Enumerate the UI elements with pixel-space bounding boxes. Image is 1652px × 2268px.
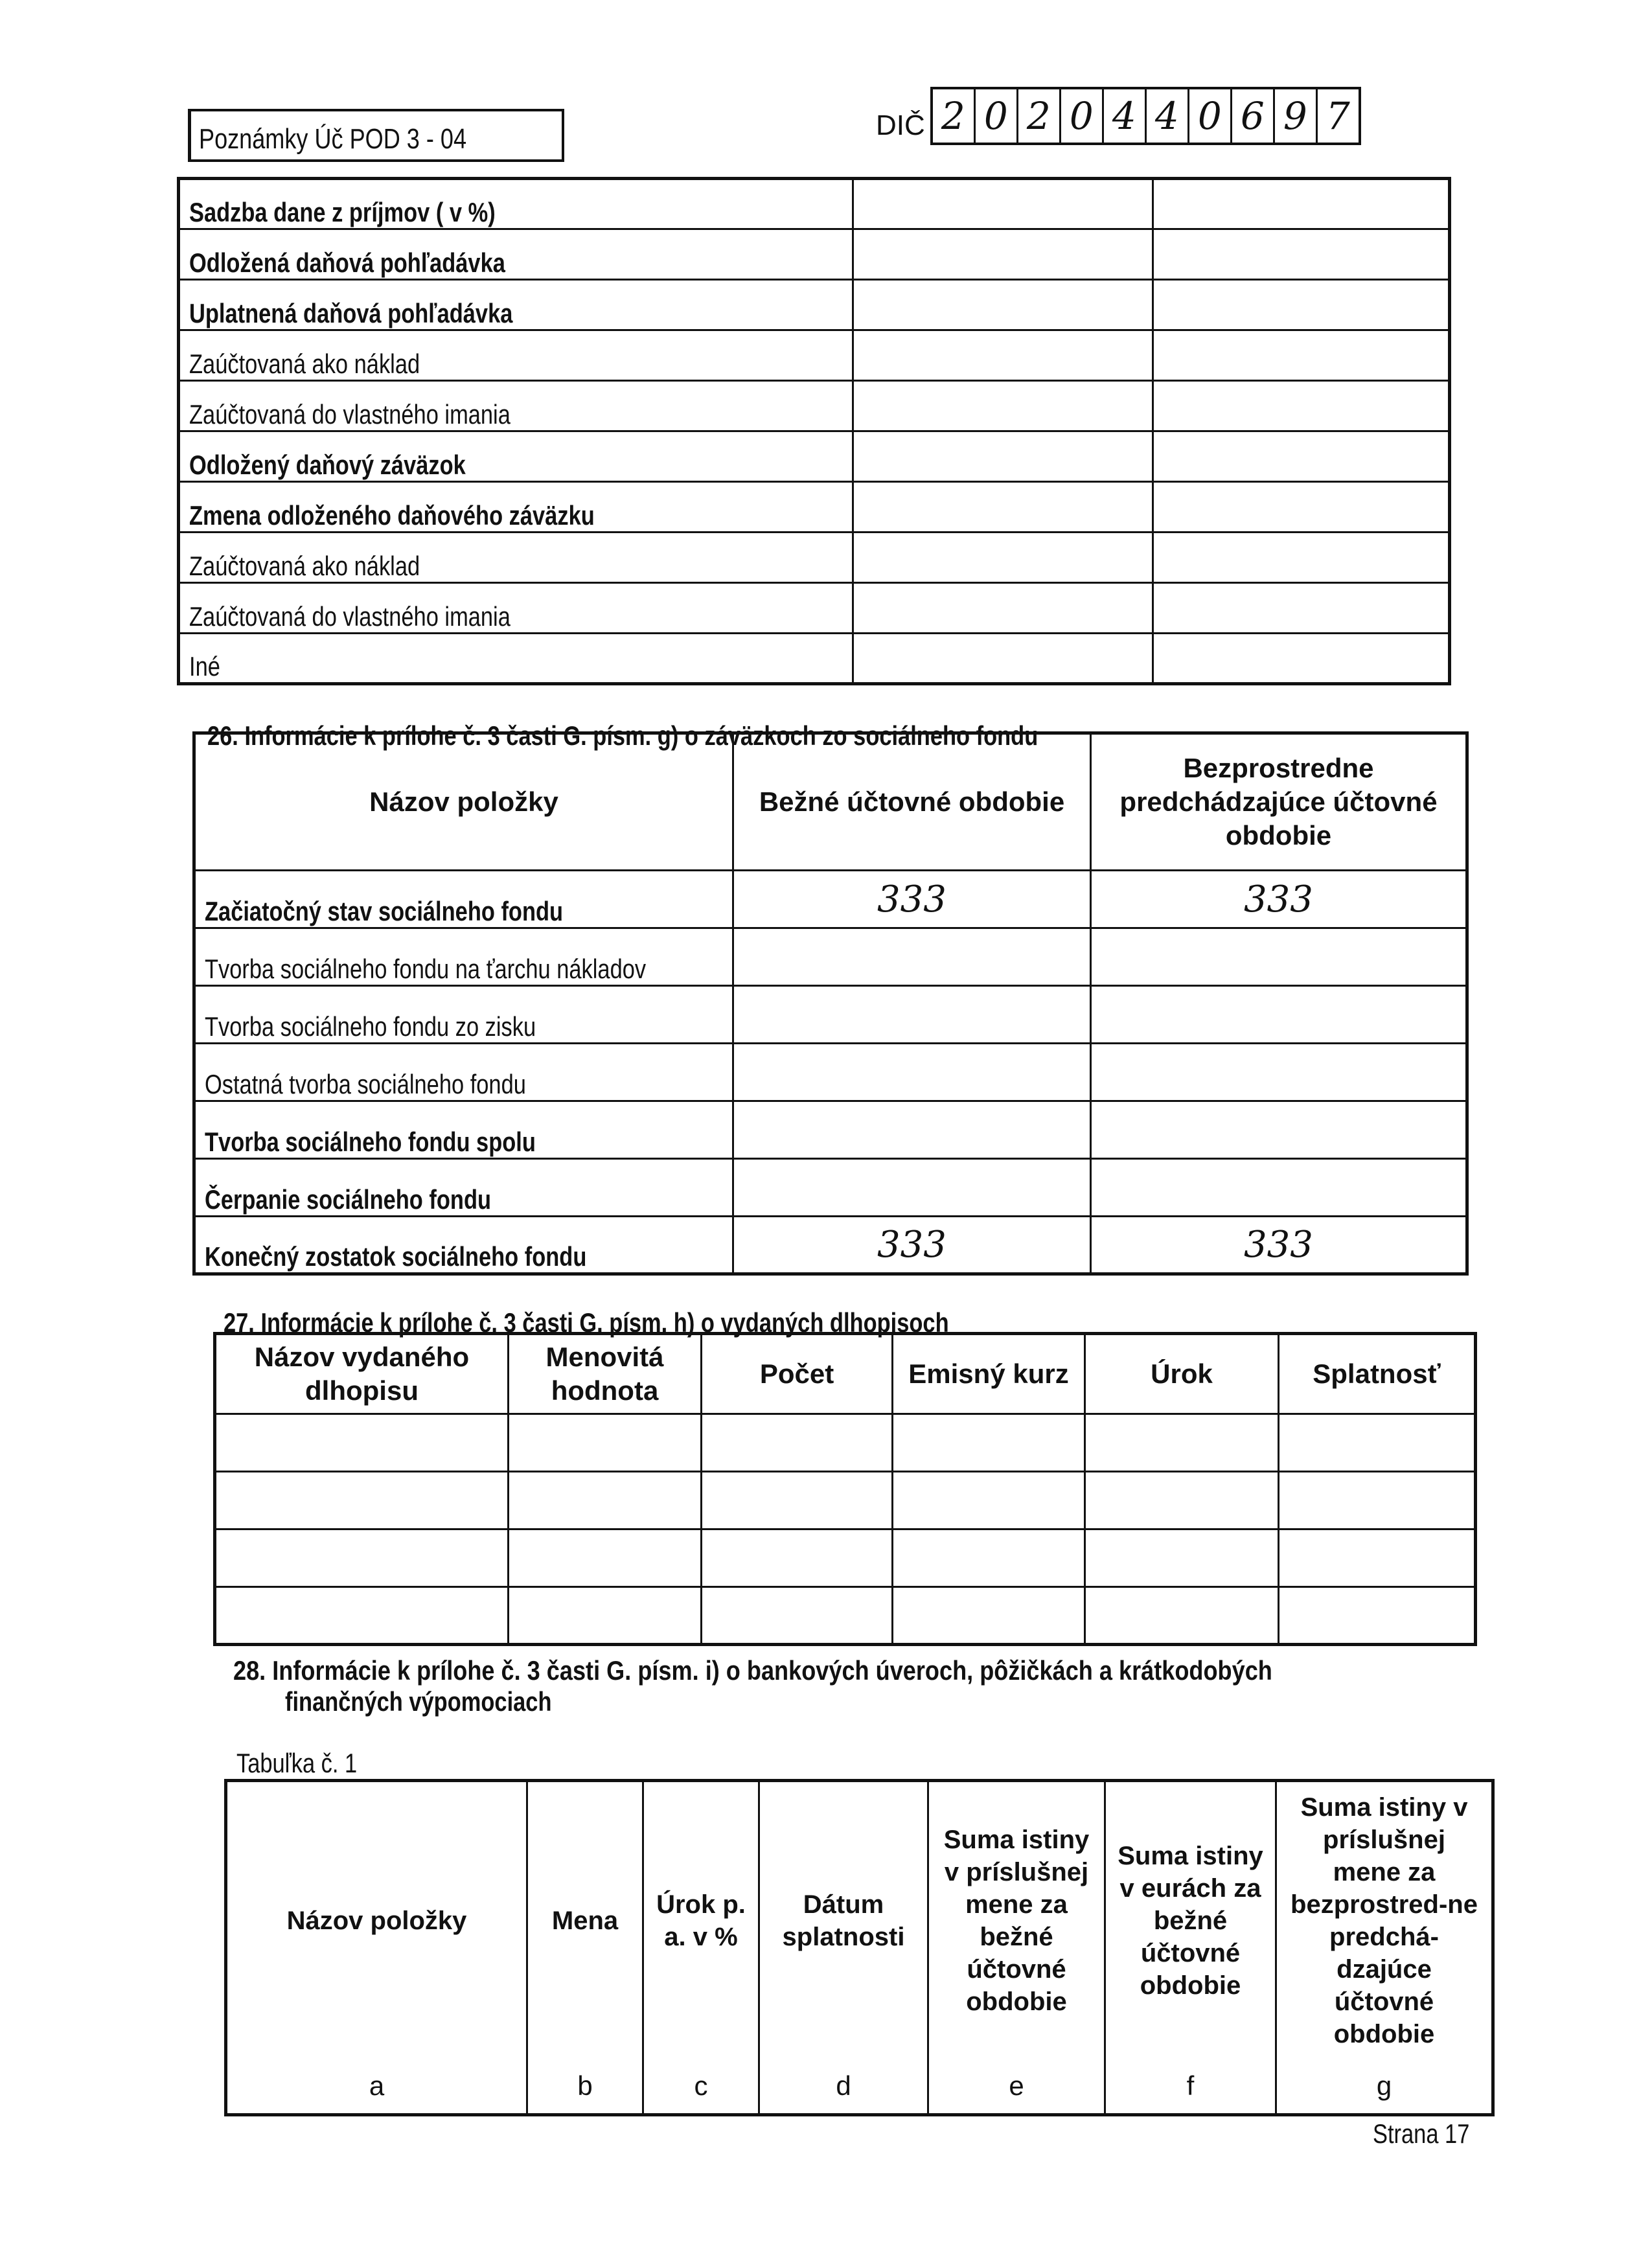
row-label [194,1044,733,1101]
empty-cell[interactable] [1279,1414,1476,1472]
table-label: Tabuľka č. 1 [236,1748,358,1778]
table-row [179,330,1450,381]
table-row [179,431,1450,482]
dic-digit: 0 [1189,89,1232,143]
current-value-cell[interactable] [853,330,1153,381]
previous-value-cell[interactable] [1091,1044,1467,1101]
previous-value-cell[interactable] [1153,634,1450,684]
previous-value-cell[interactable] [1091,1101,1467,1159]
col-letter: a [226,2059,527,2115]
table-row [179,634,1450,684]
dic-digit-boxes [930,87,1361,145]
current-value-cell[interactable] [733,928,1091,986]
row-label [179,533,853,583]
col-header-item: Názov položky [194,733,733,871]
col-letter: c [643,2059,759,2115]
row-label-text: Ostatná tvorba sociálneho fondu [205,1069,526,1099]
empty-cell[interactable] [1085,1529,1279,1587]
empty-cell[interactable] [509,1587,702,1645]
col-header-current: Bežné účtovné obdobie [733,733,1091,871]
current-value-cell[interactable] [853,482,1153,533]
col-header: Úrok p. a. v % [643,1781,759,2059]
row-label [179,179,853,229]
row-label [179,229,853,280]
row-label-text: Konečný zostatok sociálneho fondu [205,1241,587,1272]
col-header-nominal: Menovitá hodnota [509,1334,702,1414]
col-header: Mena [527,1781,643,2059]
row-label [194,871,733,928]
empty-cell[interactable] [893,1472,1085,1529]
current-value-cell[interactable] [853,280,1153,330]
table-row [194,928,1467,986]
dic-digit: 4 [1147,89,1189,143]
previous-value-cell[interactable] [1153,583,1450,634]
col-letter: f [1105,2059,1276,2115]
row-label-text: Tvorba sociálneho fondu na ťarchu nákladov [205,954,647,984]
col-header-bond-name: Názov vydaného dlhopisu [215,1334,509,1414]
social-fund-table [192,731,1469,1276]
row-label [179,431,853,482]
previous-value-cell[interactable] [1153,381,1450,431]
empty-cell[interactable] [702,1529,893,1587]
row-label-text: Zmena odloženého daňového záväzku [189,500,595,531]
row-label-text: Tvorba sociálneho fondu spolu [205,1127,536,1157]
previous-value-cell[interactable]: 333 [1091,1217,1467,1274]
table-row [194,871,1467,928]
dic-label: DIČ [876,109,925,141]
empty-cell[interactable] [1279,1529,1476,1587]
table-row [179,179,1450,229]
row-label-text: Odložený daňový záväzok [189,450,466,480]
empty-cell[interactable] [893,1587,1085,1645]
empty-cell[interactable] [1279,1587,1476,1645]
table-row [215,1529,1476,1587]
table-row [194,1044,1467,1101]
col-header-previous: Bezprostredne predchádzajúce účtovné obdobie [1091,733,1467,871]
empty-cell[interactable] [215,1587,509,1645]
page-number: Strana 17 [1373,2118,1470,2149]
col-header: Suma istiny v príslušnej mene za bežné účtovné obdobie [928,1781,1105,2059]
col-letter: d [759,2059,928,2115]
empty-cell[interactable] [702,1472,893,1529]
bank-loans-table [224,1779,1495,2116]
table-row [215,1414,1476,1472]
col-header-interest: Úrok [1085,1334,1279,1414]
current-value-cell[interactable] [853,583,1153,634]
previous-value-cell[interactable] [1153,330,1450,381]
previous-value-cell[interactable]: 333 [1091,871,1467,928]
col-letter: b [527,2059,643,2115]
table-row [179,583,1450,634]
col-header: Suma istiny v príslušnej mene za bezprostred-ne predchá-dzajúce účtovné obdobie [1276,1781,1493,2059]
dic-digit: 0 [1061,89,1104,143]
col-header-maturity: Splatnosť [1279,1334,1476,1414]
row-label-text: Sadzba dane z príjmov ( v %) [189,197,496,227]
row-label [179,634,853,684]
col-header-count: Počet [702,1334,893,1414]
row-label [179,330,853,381]
current-value-cell[interactable] [853,533,1153,583]
current-value-cell[interactable] [853,634,1153,684]
dic-digit: 0 [976,89,1018,143]
table-row [215,1587,1476,1645]
table-row [194,1159,1467,1217]
previous-value-cell[interactable] [1091,1159,1467,1217]
row-label-text: Uplatnená daňová pohľadávka [189,298,513,328]
previous-value-cell[interactable] [1153,431,1450,482]
previous-value-cell[interactable] [1091,928,1467,986]
row-label-text: Zaúčtovaná do vlastného imania [189,601,511,632]
previous-value-cell[interactable] [1153,482,1450,533]
table-row [179,482,1450,533]
empty-cell[interactable] [893,1414,1085,1472]
current-value-cell[interactable]: 333 [733,1217,1091,1274]
current-value-cell[interactable] [733,1044,1091,1101]
col-letter: e [928,2059,1105,2115]
bonds-table [213,1332,1477,1646]
empty-cell[interactable] [1085,1587,1279,1645]
current-value-cell[interactable] [853,229,1153,280]
empty-cell[interactable] [893,1529,1085,1587]
current-value-cell[interactable] [853,431,1153,482]
row-label [179,583,853,634]
table-row [194,1101,1467,1159]
col-header: Dátum splatnosti [759,1781,928,2059]
previous-value-cell[interactable] [1153,280,1450,330]
empty-cell[interactable] [1085,1472,1279,1529]
row-label [194,1159,733,1217]
table-row [179,533,1450,583]
table-row [194,1217,1467,1274]
table-row [179,229,1450,280]
empty-cell[interactable] [215,1472,509,1529]
empty-cell[interactable] [215,1529,509,1587]
previous-value-cell[interactable] [1153,229,1450,280]
section-28-title-line2: finančných výpomociach [285,1686,552,1717]
section-27-title: 27. Informácie k prílohe č. 3 časti G. písm. h) o vydaných dlhopisoch [224,1307,949,1338]
row-label-text: Čerpanie sociálneho fondu [205,1184,492,1215]
section-26-title: 26. Informácie k prílohe č. 3 časti G. písm. g) o záväzkoch zo sociálneho fondu [207,720,1038,751]
previous-value-cell[interactable] [1153,533,1450,583]
row-label-text: Iné [189,651,220,682]
empty-cell[interactable] [1085,1414,1279,1472]
dic-digit: 2 [933,89,976,143]
row-label-text: Zaúčtovaná do vlastného imania [189,399,511,430]
deferred-tax-table [177,177,1451,685]
current-value-cell[interactable] [853,179,1153,229]
table-row [194,986,1467,1044]
row-label-text: Začiatočný stav sociálneho fondu [205,896,564,926]
current-value-cell[interactable] [733,1101,1091,1159]
table-row [215,1472,1476,1529]
row-label [179,381,853,431]
row-label [194,1101,733,1159]
row-label-text: Odložená daňová pohľadávka [189,247,505,278]
row-label-text: Zaúčtovaná ako náklad [189,349,420,379]
dic-digit: 6 [1232,89,1275,143]
row-label [179,482,853,533]
empty-cell[interactable] [215,1414,509,1472]
empty-cell[interactable] [1279,1472,1476,1529]
dic-digit: 4 [1104,89,1147,143]
row-label [179,280,853,330]
row-label [194,986,733,1044]
previous-value-cell[interactable] [1091,986,1467,1044]
form-code-box [188,109,564,162]
table-row [179,280,1450,330]
row-label [194,928,733,986]
empty-cell[interactable] [509,1529,702,1587]
table-row [179,381,1450,431]
row-label-text: Tvorba sociálneho fondu zo zisku [205,1011,536,1042]
current-value-cell[interactable]: 333 [733,871,1091,928]
row-label [194,1217,733,1274]
dic-field [876,87,1361,145]
section-28-title-line1: 28. Informácie k prílohe č. 3 časti G. písm. i) o bankových úveroch, pôžičkách a krátkodobých [233,1655,1272,1686]
row-label-text: Zaúčtovaná ako náklad [189,551,420,581]
current-value-cell[interactable] [853,381,1153,431]
dic-digit: 9 [1275,89,1318,143]
col-header: Názov položky [226,1781,527,2059]
dic-digit: 2 [1018,89,1061,143]
col-letter: g [1276,2059,1493,2115]
empty-cell[interactable] [509,1414,702,1472]
previous-value-cell[interactable] [1153,179,1450,229]
current-value-cell[interactable] [733,1159,1091,1217]
empty-cell[interactable] [702,1587,893,1645]
col-header: Suma istiny v eurách za bežné účtovné obdobie [1105,1781,1276,2059]
dic-digit: 7 [1325,94,1350,138]
col-header-issue-rate: Emisný kurz [893,1334,1085,1414]
form-code: Poznámky Úč POD 3 - 04 [199,123,467,155]
empty-cell[interactable] [509,1472,702,1529]
current-value-cell[interactable] [733,986,1091,1044]
empty-cell[interactable] [702,1414,893,1472]
